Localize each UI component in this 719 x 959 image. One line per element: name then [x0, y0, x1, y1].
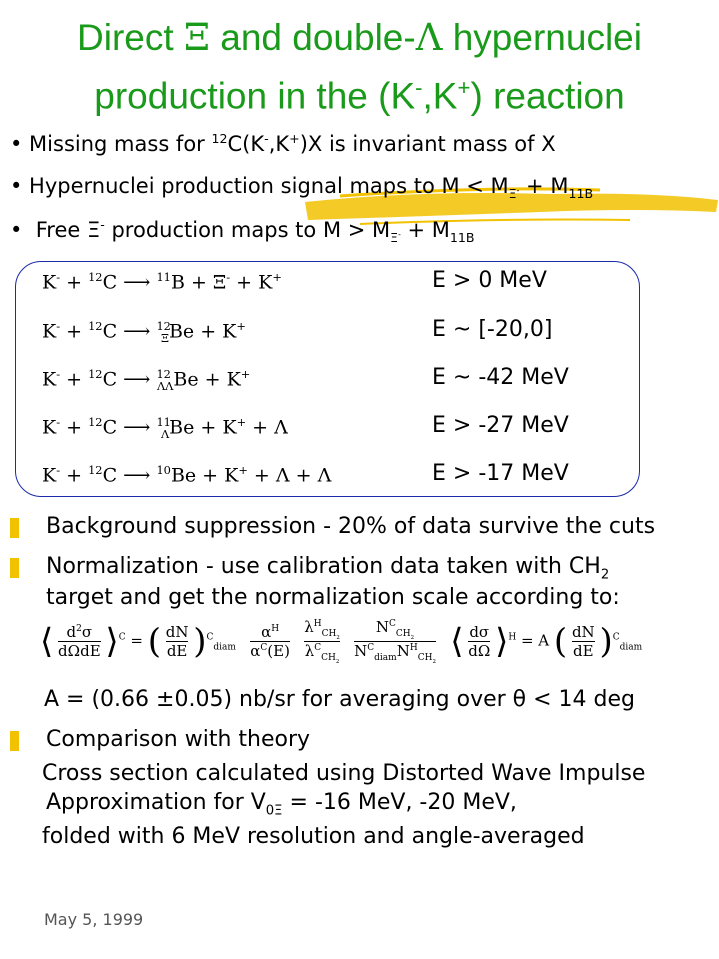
theory-line-3: folded with 6 MeV resolution and angle-averaged — [42, 824, 585, 849]
reaction-5-energy: E > -17 MeV — [432, 461, 569, 486]
reaction-1-energy: E > 0 MeV — [432, 268, 547, 293]
reaction-4: K- + $^{12}$C ⟶ $^{11}_\Lambda$Be + K+ + Λ — [42, 415, 288, 442]
reaction-3-energy: E ~ -42 MeV — [432, 365, 569, 390]
reaction-4-energy: E > -27 MeV — [432, 413, 569, 438]
page-title-line-1: Direct Ξ and double-Λ hypernuclei — [77, 16, 642, 59]
point-background-suppression: Background suppression - 20% of data survive the cuts — [46, 514, 656, 539]
bullet-square-1 — [10, 518, 19, 538]
bullet-hypernuclei-signal: • Hypernuclei production signal maps to $M < M_{\Xi^-} + M_{11B}$ — [10, 174, 594, 202]
reaction-2-energy: E ~ [-20,0] — [432, 317, 553, 342]
footer-date: May 5, 1999 — [44, 910, 144, 929]
equation-result: A = (0.66 ±0.05) nb/sr for averaging over θ < 14 deg — [44, 687, 636, 712]
reaction-3: K- + $^{12}$C ⟶ $^{12}_{\Lambda\Lambda}$Be + K+ — [42, 367, 251, 394]
reaction-5: K- + $^{12}$C ⟶ $^{10}$Be + K+ + Λ + Λ — [42, 463, 332, 487]
page-title-line-2: production in the (K-,K+) reaction — [94, 75, 625, 117]
theory-line-2: Approximation for $V_{0\Xi} = -16$ MeV, -20 MeV, — [46, 790, 517, 819]
point-normalization: Normalization - use calibration data taken with $CH_2$ — [46, 554, 610, 583]
bullet-square-3 — [10, 731, 19, 751]
normalization-equation: ⟨ $d^2\sigma$ dΩdE ⟩$^C$ = ( $\frac{dN}{dE}$ )$^C_{diam}$ $\frac{\alpha^H}{\alpha^C(E)}$ $\lambda^H_{CH_2}$ $\lambda^C_{CH_2}$ $N^C_{CH_2}$ $N^C_{diam}N^H_{CH_2}$ ⟨ $\frac{d\sigma}{d\Omega}$ ⟩$^H$ = A ( $\frac{dN}{dE}$ )$^C_{diam}$ — [40, 618, 643, 665]
point-comparison-theory: Comparison with theory — [46, 727, 311, 752]
bullet-free-xi: • Free Ξ- production maps to $M > M_{\Xi^-} + M_{11B}$ — [10, 217, 475, 246]
point-normalization-line-2: target and get the normalization scale according to: — [46, 585, 620, 610]
reaction-2: K- + $^{12}$C ⟶ $^{12}_\Xi$Be + K+ — [42, 319, 246, 346]
bullet-square-2 — [10, 558, 19, 578]
reaction-1: K- + $^{12}$C ⟶ $^{11}$B + Ξ- + K+ — [42, 270, 282, 294]
theory-line-1: Cross section calculated using Distorted Wave Impulse — [42, 761, 646, 786]
bullet-missing-mass: • Missing mass for $^{12}$C(K-,K+)X is invariant mass of X — [10, 131, 556, 156]
